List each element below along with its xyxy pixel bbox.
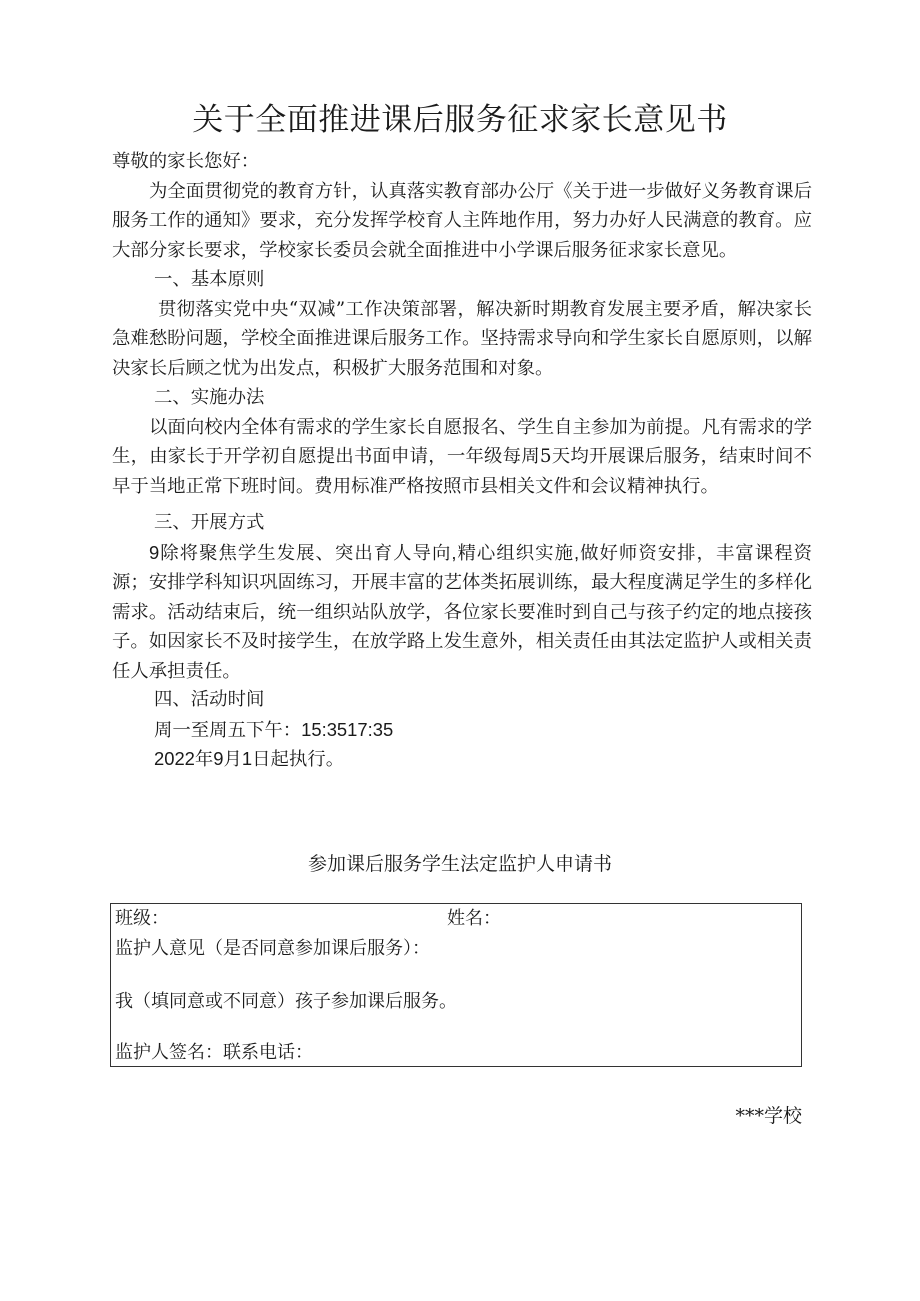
form-title: 参加课后服务学生法定监护人申请书 [307,853,612,875]
class-field-label: 班级： [115,908,169,929]
school-signature: ***学校 [735,1105,802,1127]
intro-paragraph: 为全面贯彻党的教育方针，认真落实教育部办公厅《关于进一步做好义务教育课后服务工作的通知》要求，充分发挥学校育人主阵地作用，努力办好人民满意的教育。应大部分家长要求，学校家长委员会就全面推进中小学课后服务征求家长意见。 [112,180,812,261]
section-heading-principles: 一、基本原则 [154,269,265,290]
signature-phone-label: 监护人签名：联系电话： [115,1042,313,1063]
section-heading-schedule: 四、活动时间 [154,689,265,710]
section-text-principles: 贯彻落实党中央“双减”工作决策部署，解决新时期教育发展主要矛盾，解决家长急难愁盼问题，学校全面推进课后服务工作。坚持需求导向和学生家长自愿原则，以解决家长后顾之忧为出发点，积极扩大服务范围和对象。 [112,298,812,379]
consent-statement: 我（填同意或不同意）孩子参加课后服务。 [115,991,457,1012]
guardian-opinion-label: 监护人意见（是否同意参加课后服务）： [115,938,430,959]
section-text-methods: 以面向校内全体有需求的学生家长自愿报名、学生自主参加为前提。凡有需求的学生，由家长于开学初自愿提出书面申请，一年级每周5天均开展课后服务，结束时间不早于当地正常下班时间。费用标准严格按照市县相关文件和会议精神执行。 [112,416,812,497]
letter-body [112,147,812,774]
salutation: 尊敬的家长您好： [112,151,260,172]
section-heading-approach: 三、开展方式 [154,512,265,533]
section-text-approach: 9除将聚焦学生发展、突出育人导向,精心组织实施,做好师资安排，丰富课程资源；安排学科知识巩固练习，开展丰富的艺体类拓展训练，最大程度满足学生的多样化需求。活动结束后，统一组织站队放学，各位家长要准时到自己与孩子约定的地点接孩子。如因家长不及时接学生，在放学路上发生意外，相关责任由其法定监护人或相关责任人承担责任。 [112,541,812,681]
section-heading-methods: 二、实施办法 [154,387,265,408]
schedule-time-line: 周一至周五下午：15:3517:35 [154,718,394,740]
schedule-start-line: 2022年9月1日起执行。 [154,748,345,769]
application-form-box [110,903,802,1067]
document-title: 关于全面推进课后服务征求家长意见书 [192,102,728,138]
name-field-label: 姓名： [447,908,501,929]
